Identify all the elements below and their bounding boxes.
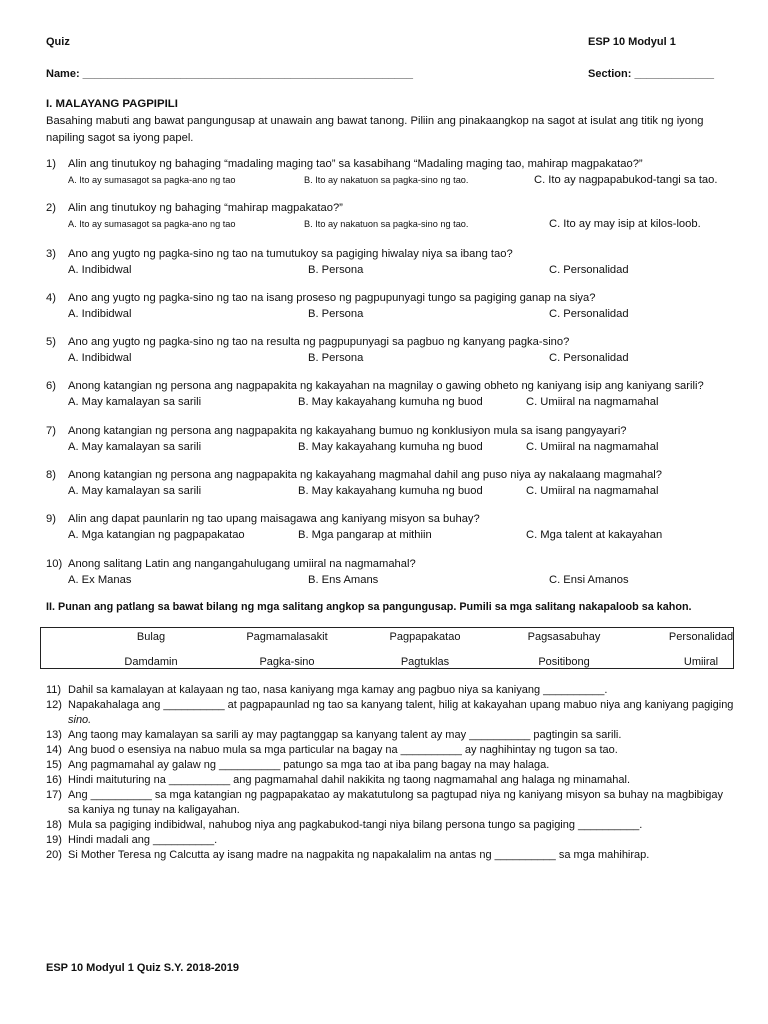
fill-item xyxy=(46,818,736,833)
item-text: Ang taong may kamalayan sa sarili ay may pagtanggap sa kanyang talent ay may __________ pagtingin sa sarili. xyxy=(68,729,622,741)
question-text: Anong katangian ng persona ang nagpapakita ng kakayahang bumuo ng konklusiyon mula sa isang pangyayari? xyxy=(68,425,627,437)
choice-c: C. Umiiral na nagmamahal xyxy=(526,396,659,408)
fill-item xyxy=(46,788,736,818)
question-number: 9) xyxy=(46,513,56,525)
word-box-item: Pagsasabuhay xyxy=(527,631,601,643)
choice-b: B. Persona xyxy=(308,264,364,276)
question-stem xyxy=(46,423,736,439)
choice-b: B. Persona xyxy=(308,352,364,364)
choice-c: C. Personalidad xyxy=(549,352,629,364)
part2-title: II. Punan ang patlang sa bawat bilang ng mga salitang angkop sa pangungusap. Pumili sa mga salitang nakapaloob sa kahon. xyxy=(46,601,692,613)
choice-c: C. Mga talent at kakayahan xyxy=(526,529,663,541)
question-stem xyxy=(46,378,736,394)
question-item xyxy=(46,156,736,188)
question-text: Alin ang tinutukoy ng bahaging “madaling maging tao” sa kasabihang “Madaling maging tao, mahirap magpakatao?” xyxy=(68,158,643,170)
choice-a: A. Indibidwal xyxy=(68,264,132,276)
choices-row xyxy=(46,483,736,499)
choice-a: A. Ito ay sumasagot sa pagka-ano ng tao xyxy=(68,219,236,229)
question-number: 2) xyxy=(46,202,56,214)
item-text: Dahil sa kamalayan at kalayaan ng tao, nasa kaniyang mga kamay ang pagbuo niya sa kaniyang __________. xyxy=(68,684,608,696)
item-number: 11) xyxy=(46,684,62,696)
footer: ESP 10 Modyul 1 Quiz S.Y. 2018-2019 xyxy=(46,962,239,974)
question-stem xyxy=(46,200,736,216)
question-item xyxy=(46,246,736,278)
choices-row xyxy=(46,172,736,188)
question-item xyxy=(46,290,736,322)
word-box-item: Positibong xyxy=(538,656,590,668)
fill-item xyxy=(46,743,736,758)
question-number: 1) xyxy=(46,158,56,170)
choice-a: A. Ito ay sumasagot sa pagka-ano ng tao xyxy=(68,175,236,185)
question-number: 4) xyxy=(46,292,56,304)
question-item xyxy=(46,334,736,366)
choice-a: A. May kamalayan sa sarili xyxy=(68,441,202,453)
item-number: 15) xyxy=(46,759,62,771)
item-text: Ang pagmamahal ay galaw ng __________ patungo sa mga tao at iba pang bagay na may halaga. xyxy=(68,759,550,771)
question-number: 10) xyxy=(46,558,63,570)
item-text: Ang buod o esensiya na nabuo mula sa mga particular na bagay na __________ ay naghihintay ng tugon sa tao. xyxy=(68,744,618,756)
choice-c: C. Umiiral na nagmamahal xyxy=(526,441,659,453)
choice-a: A. Indibidwal xyxy=(68,352,132,364)
choice-c: C. Ito ay nagpapabukod-tangi sa tao. xyxy=(534,174,718,186)
question-stem xyxy=(46,556,736,572)
question-text: Anong salitang Latin ang nangangahulugang umiiral na nagmamahal? xyxy=(68,558,416,570)
fill-item xyxy=(46,728,736,743)
question-text: Ano ang yugto ng pagka-sino ng tao na resulta ng pagpupunyagi sa pagbuo ng kanyang pagka-sino? xyxy=(68,336,570,348)
section-field: Section: _____________ xyxy=(588,68,714,80)
question-stem xyxy=(46,246,736,262)
question-text: Anong katangian ng persona ang nagpapakita ng kakayahang magmahal dahil ang puso niya ay nakalaang magmahal? xyxy=(68,469,662,481)
item-number: 13) xyxy=(46,729,62,741)
word-box xyxy=(40,627,734,669)
question-text: Alin ang tinutukoy ng bahaging “mahirap magpakatao?” xyxy=(68,202,343,214)
choice-b: B. May kakayahang kumuha ng buod xyxy=(298,396,483,408)
choice-c: C. Ito ay may isip at kilos-loob. xyxy=(549,218,701,230)
item-number: 19) xyxy=(46,834,62,846)
fill-item xyxy=(46,698,736,728)
fill-item xyxy=(46,758,736,773)
module-label: ESP 10 Modyul 1 xyxy=(588,36,676,48)
question-number: 8) xyxy=(46,469,56,481)
part1-instructions: Basahing mabuti ang bawat pangungusap at unawain ang bawat tanong. Piliin ang pinakaangkop na sagot at isulat ang titik ng iyong napiling sagot sa iyong papel. xyxy=(46,115,704,144)
question-text: Anong katangian ng persona ang nagpapakita ng kakayahan na magnilay o gawing obheto ng kaniyang isip ang kaniyang sarili? xyxy=(68,380,704,392)
choice-b: B. Mga pangarap at mithiin xyxy=(298,529,432,541)
quiz-label: Quiz xyxy=(46,36,70,48)
item-number: 14) xyxy=(46,744,62,756)
choices-row xyxy=(46,394,736,410)
choice-b: B. May kakayahang kumuha ng buod xyxy=(298,441,483,453)
choice-c: C. Personalidad xyxy=(549,308,629,320)
question-stem xyxy=(46,467,736,483)
question-text: Alin ang dapat paunlarin ng tao upang maisagawa ang kaniyang misyon sa buhay? xyxy=(68,513,480,525)
part1-title: I. MALAYANG PAGPIPILI xyxy=(46,98,178,110)
question-item xyxy=(46,200,736,232)
fill-item xyxy=(46,683,736,698)
choices-row xyxy=(46,262,736,278)
choice-a: A. May kamalayan sa sarili xyxy=(68,396,202,408)
choice-c: C. Personalidad xyxy=(549,264,629,276)
word-box-item: Damdamin xyxy=(124,656,178,668)
question-number: 6) xyxy=(46,380,56,392)
question-stem xyxy=(46,334,736,350)
question-item xyxy=(46,423,736,455)
question-item xyxy=(46,511,736,543)
item-text: Mula sa pagiging indibidwal, nahubog niya ang pagkabukod-tangi niya bilang persona tungo sa pagiging __________. xyxy=(68,819,643,831)
item-text-italic: sino. xyxy=(68,714,92,726)
item-number: 20) xyxy=(46,849,62,861)
question-number: 3) xyxy=(46,248,56,260)
choice-b: B. Ens Amans xyxy=(308,574,379,586)
item-text: Si Mother Teresa ng Calcutta ay isang madre na nagpakita ng napakalalim na antas ng __________ sa mga mahihirap. xyxy=(68,849,650,861)
question-stem xyxy=(46,156,736,172)
name-field: Name: ______________________________________________________ xyxy=(46,68,414,80)
item-text: Hindi madali ang __________. xyxy=(68,834,218,846)
choice-a: A. Ex Manas xyxy=(68,574,132,586)
question-item xyxy=(46,378,736,410)
choice-a: A. Mga katangian ng pagpapakatao xyxy=(68,529,245,541)
fill-item xyxy=(46,773,736,788)
fill-item xyxy=(46,833,736,848)
word-box-item: Bulag xyxy=(136,631,166,643)
word-box-item: Umiiral xyxy=(683,656,719,668)
word-box-item: Pagka-sino xyxy=(259,656,315,668)
question-text: Ano ang yugto ng pagka-sino ng tao na tumutukoy sa pagiging hiwalay niya sa ibang tao? xyxy=(68,248,513,260)
question-text: Ano ang yugto ng pagka-sino ng tao na isang proseso ng pagpupunyagi tungo sa pagiging ganap na siya? xyxy=(68,292,596,304)
choice-a: A. Indibidwal xyxy=(68,308,132,320)
choice-a: A. May kamalayan sa sarili xyxy=(68,485,202,497)
item-text: Napakahalaga ang __________ at pagpapaunlad ng tao sa kanyang talent, hilig at kakayahan upang mabuo niya ang kaniyang pagiging xyxy=(68,699,734,711)
choices-row xyxy=(46,306,736,322)
item-number: 12) xyxy=(46,699,62,711)
choice-b: B. Persona xyxy=(308,308,364,320)
word-box-item: Pagpapakatao xyxy=(389,631,461,643)
choices-row xyxy=(46,439,736,455)
question-stem xyxy=(46,290,736,306)
question-number: 7) xyxy=(46,425,56,437)
choices-row xyxy=(46,527,736,543)
item-text: Hindi maituturing na __________ ang pagmamahal dahil nakikita ng taong nagmamahal ang halaga ng minamahal. xyxy=(68,774,630,786)
word-box-item: Pagmamalasakit xyxy=(246,631,328,643)
item-text: Ang __________ sa mga katangian ng pagpapakatao ay makatutulong sa pagtupad niya ng kaniyang misyon sa buhay na magbibigay sa kaniya ng tunay na kaligayahan. xyxy=(68,789,723,816)
choices-row xyxy=(46,572,736,588)
question-stem xyxy=(46,511,736,527)
item-number: 17) xyxy=(46,789,62,801)
choice-b: B. Ito ay nakatuon sa pagka-sino ng tao. xyxy=(304,175,469,185)
word-box-item: Personalidad xyxy=(668,631,734,643)
item-number: 18) xyxy=(46,819,62,831)
question-item xyxy=(46,467,736,499)
choices-row xyxy=(46,350,736,366)
choice-c: C. Ensi Amanos xyxy=(549,574,629,586)
choices-row xyxy=(46,216,736,232)
choice-c: C. Umiiral na nagmamahal xyxy=(526,485,659,497)
choice-b: B. May kakayahang kumuha ng buod xyxy=(298,485,483,497)
item-number: 16) xyxy=(46,774,62,786)
fill-in-list xyxy=(46,683,736,863)
word-box-item: Pagtuklas xyxy=(400,656,450,668)
choice-b: B. Ito ay nakatuon sa pagka-sino ng tao. xyxy=(304,219,469,229)
question-item xyxy=(46,556,736,588)
question-number: 5) xyxy=(46,336,56,348)
fill-item xyxy=(46,848,736,863)
